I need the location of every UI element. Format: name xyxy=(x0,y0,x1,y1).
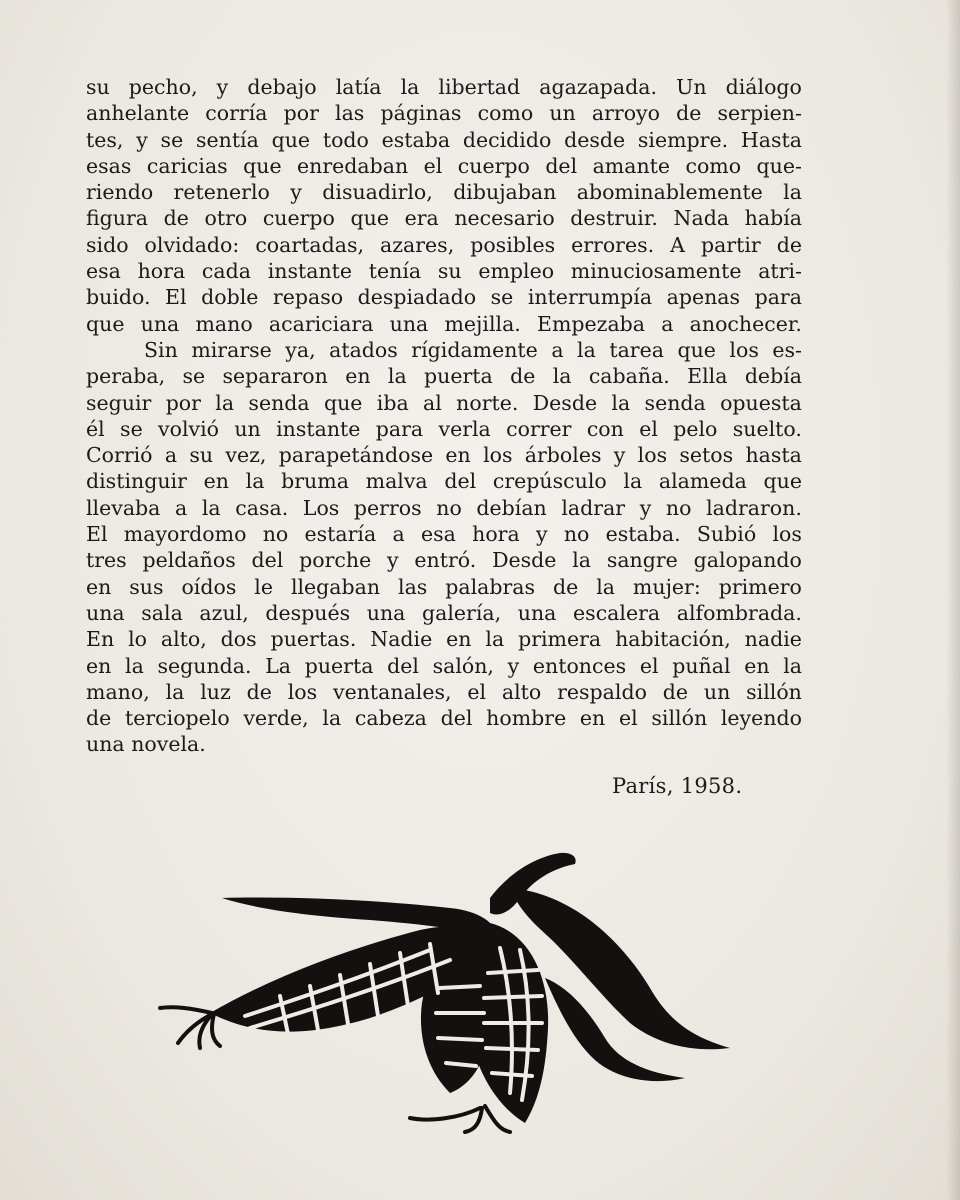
word: palabras xyxy=(445,574,536,599)
word: disuadirlo, xyxy=(322,180,433,205)
text-line xyxy=(86,442,802,468)
word: mejilla. xyxy=(444,311,521,336)
word: sangre xyxy=(606,548,678,573)
word: sentía xyxy=(195,127,259,152)
text-line xyxy=(86,127,802,153)
word: en xyxy=(579,706,606,731)
word: senda xyxy=(644,390,706,415)
word: la xyxy=(400,75,420,99)
word: su xyxy=(86,75,110,99)
text-line xyxy=(86,574,802,600)
word: verde, xyxy=(243,706,309,731)
word: tenía xyxy=(368,259,422,284)
word: norte. xyxy=(456,390,519,415)
word: que xyxy=(86,311,125,336)
word: Subió xyxy=(696,522,757,547)
word: destruir. xyxy=(570,206,658,231)
word: él xyxy=(86,416,105,441)
word: atados xyxy=(329,337,398,362)
word: las xyxy=(398,574,428,599)
word: Nada xyxy=(673,206,730,231)
text-line xyxy=(86,337,802,363)
text-line xyxy=(86,547,802,573)
word: habitación, xyxy=(615,627,731,652)
text-line xyxy=(86,731,802,757)
word: crepúsculo xyxy=(492,469,607,494)
word: es- xyxy=(772,337,802,362)
word: Los xyxy=(302,495,340,520)
word: no xyxy=(262,522,289,547)
word: de xyxy=(246,679,272,704)
text-line xyxy=(86,416,802,442)
word: de xyxy=(776,232,802,257)
word: otro xyxy=(204,206,248,231)
word: galería, xyxy=(422,600,502,625)
word: buido. xyxy=(86,285,151,310)
word: de xyxy=(163,206,189,231)
word: amante xyxy=(592,153,671,178)
word: esas xyxy=(86,153,132,178)
word: respaldo xyxy=(557,679,647,704)
word: el xyxy=(618,706,638,731)
text-line xyxy=(86,468,802,494)
word: escalera xyxy=(573,600,661,625)
word: mayordomo xyxy=(123,522,247,547)
word: iba xyxy=(376,390,409,415)
word: los xyxy=(287,679,318,704)
word: su xyxy=(437,259,462,284)
word: malva xyxy=(365,469,428,494)
word: porche xyxy=(299,548,372,573)
word: figura xyxy=(86,206,149,231)
word: la xyxy=(215,390,235,415)
word: como xyxy=(685,153,742,178)
word: que xyxy=(323,390,363,415)
word: cuerpo xyxy=(262,206,335,231)
word: y xyxy=(216,75,229,99)
word: opuesta xyxy=(720,390,802,415)
word: azul, xyxy=(199,600,249,625)
word: a xyxy=(175,495,188,520)
text-line xyxy=(86,600,802,626)
word: los xyxy=(483,443,513,468)
word: un xyxy=(234,416,261,441)
word: enredaban xyxy=(297,153,409,178)
word: una xyxy=(517,600,557,625)
text-line xyxy=(86,311,802,337)
word: nadie xyxy=(744,627,802,652)
word: del xyxy=(444,469,477,494)
word: y xyxy=(136,127,148,152)
word: y xyxy=(613,443,626,468)
word: hora xyxy=(137,259,186,284)
word: desde xyxy=(564,127,626,152)
word: y xyxy=(290,180,302,205)
word: novela. xyxy=(131,732,206,757)
word: una xyxy=(366,600,406,625)
word: atri- xyxy=(758,259,802,284)
word: de xyxy=(553,574,579,599)
word: olvidado: xyxy=(144,232,240,257)
word: segunda. xyxy=(157,653,252,678)
word: se xyxy=(160,127,184,152)
bottom-tassel xyxy=(410,1106,510,1132)
word: de xyxy=(510,364,536,389)
word: cuerpo xyxy=(457,153,530,178)
word: verla xyxy=(438,416,491,441)
word: pelo xyxy=(673,416,718,441)
word: en xyxy=(345,364,371,389)
word: bruma xyxy=(281,469,349,494)
word: ya, xyxy=(285,337,316,362)
page-edge-shadow xyxy=(946,0,960,1200)
word: doble xyxy=(201,285,259,310)
word: caricias xyxy=(146,153,228,178)
word: tes, xyxy=(86,127,124,152)
word: diálogo xyxy=(725,75,802,99)
word: para xyxy=(375,416,424,441)
word: Desde xyxy=(532,390,598,415)
word: serpien- xyxy=(717,101,802,126)
word: la xyxy=(165,679,185,704)
word: por xyxy=(165,390,201,415)
text-line xyxy=(86,232,802,258)
word: su xyxy=(189,443,214,468)
word: azares, xyxy=(380,232,455,257)
word: Empezaba xyxy=(537,311,646,336)
word: puerta xyxy=(424,364,493,389)
corn-cobs-icon xyxy=(150,838,750,1138)
word: se xyxy=(182,364,206,389)
word: anhelante xyxy=(86,101,190,126)
word: La xyxy=(265,653,292,678)
word: un xyxy=(703,679,731,704)
word: por xyxy=(283,101,319,126)
text-line xyxy=(86,363,802,389)
word: era xyxy=(404,206,439,231)
word: vez, xyxy=(225,443,267,468)
word: después xyxy=(265,600,351,625)
word: en xyxy=(86,574,112,599)
word: una xyxy=(86,600,125,625)
word: Ella xyxy=(687,364,728,389)
word: partir xyxy=(700,232,761,257)
word: interrumpía xyxy=(527,285,653,310)
word: que xyxy=(271,127,311,152)
word: acariciara xyxy=(268,311,374,336)
word: a xyxy=(164,443,178,468)
word: errores. xyxy=(571,232,655,257)
word: todo xyxy=(322,127,369,152)
word: una xyxy=(86,732,125,757)
word: la xyxy=(201,495,221,520)
word: en xyxy=(86,653,112,678)
word: separaron xyxy=(222,364,328,389)
word: la xyxy=(783,653,802,678)
word: que xyxy=(350,206,389,231)
word: en xyxy=(446,627,472,652)
word: repaso xyxy=(272,285,344,310)
word: con xyxy=(586,416,624,441)
word: mano, xyxy=(86,679,150,704)
word: una xyxy=(389,311,429,336)
word: A xyxy=(670,232,685,257)
word: seguir xyxy=(86,390,152,415)
word: casa. xyxy=(235,495,289,520)
word: sillón xyxy=(746,679,802,704)
word: galopando xyxy=(693,548,802,573)
word: llevaba xyxy=(86,495,161,520)
word: las xyxy=(335,101,365,126)
word: sus xyxy=(129,574,164,599)
word: un xyxy=(549,101,576,126)
word: empleo xyxy=(478,259,555,284)
word: la xyxy=(572,548,592,573)
word: puerta xyxy=(304,653,374,678)
word: hombre xyxy=(486,706,567,731)
word: mujer: xyxy=(632,574,701,599)
word: coartadas, xyxy=(255,232,364,257)
word: la xyxy=(485,627,505,652)
word: y xyxy=(507,653,520,678)
word: de xyxy=(662,679,689,704)
word: la xyxy=(125,653,144,678)
word: arroyo xyxy=(591,101,660,126)
word: instante xyxy=(276,416,361,441)
word: del xyxy=(545,153,578,178)
word: oídos xyxy=(181,574,237,599)
word: como xyxy=(477,101,534,126)
word: debía xyxy=(744,364,802,389)
text-line xyxy=(86,495,802,521)
word: peraba, xyxy=(86,364,166,389)
word: tarea xyxy=(609,337,664,362)
word: instante xyxy=(267,259,353,284)
word: a xyxy=(661,311,674,336)
word: distinguir xyxy=(86,469,187,494)
word: los xyxy=(637,443,668,468)
word: en xyxy=(203,469,229,494)
word: le xyxy=(254,574,273,599)
word: estaba. xyxy=(605,522,681,547)
word: estaría xyxy=(304,522,377,547)
word: que xyxy=(763,469,802,494)
word: puñal xyxy=(672,653,731,678)
word: setos xyxy=(679,443,734,468)
word: se xyxy=(490,285,514,310)
word: había xyxy=(744,206,802,231)
word: de xyxy=(86,706,112,731)
word: los xyxy=(772,522,802,547)
word: estaba xyxy=(381,127,451,152)
word: dos xyxy=(220,627,257,652)
word: y xyxy=(387,548,399,573)
word: ladraron. xyxy=(706,495,802,520)
word: sillón xyxy=(651,706,708,731)
word: mirarse xyxy=(191,337,272,362)
word: la xyxy=(552,364,572,389)
word: no xyxy=(436,495,462,520)
word: apenas xyxy=(666,285,741,310)
word: en xyxy=(744,653,770,678)
text-line xyxy=(86,679,802,705)
text-line xyxy=(86,74,802,100)
word: leyendo xyxy=(720,706,802,731)
word: entró. xyxy=(414,548,477,573)
word: dibujaban xyxy=(453,180,557,205)
word: posibles xyxy=(470,232,556,257)
word: y xyxy=(535,522,548,547)
word: lo xyxy=(128,627,147,652)
word: Corrió xyxy=(86,443,153,468)
word: Sin xyxy=(144,337,178,362)
left-tassel xyxy=(160,1007,220,1048)
text-line xyxy=(86,284,802,310)
word: Hasta xyxy=(740,127,802,152)
word: peldaños xyxy=(142,548,236,573)
word: riendo xyxy=(86,180,154,205)
text-line xyxy=(86,521,802,547)
word: a xyxy=(551,337,564,362)
word: esa xyxy=(420,522,456,547)
word: a xyxy=(392,522,405,547)
word: que xyxy=(243,153,282,178)
word: la xyxy=(577,337,596,362)
word: el xyxy=(639,416,658,441)
word: Desde xyxy=(492,548,557,573)
text-line xyxy=(86,205,802,231)
word: que- xyxy=(756,153,802,178)
word: tres xyxy=(86,548,127,573)
word: minuciosamente xyxy=(570,259,742,284)
text-line xyxy=(86,100,802,126)
word: libertad xyxy=(438,75,521,99)
word: alto, xyxy=(160,627,207,652)
word: entonces xyxy=(532,653,627,678)
word: en xyxy=(445,443,471,468)
word: del xyxy=(387,653,419,678)
word: El xyxy=(86,522,108,547)
word: En xyxy=(86,627,115,652)
place-date-signature: París, 1958. xyxy=(612,774,743,798)
word: que xyxy=(677,337,716,362)
word: corría xyxy=(205,101,268,126)
text-line xyxy=(86,179,802,205)
word: debajo xyxy=(247,75,317,99)
word: sala xyxy=(141,600,183,625)
word: primero xyxy=(718,574,802,599)
word: volvió xyxy=(158,416,220,441)
word: la xyxy=(611,390,631,415)
word: puertas. xyxy=(270,627,357,652)
word: el xyxy=(467,679,487,704)
text-line xyxy=(86,653,802,679)
word: perros xyxy=(353,495,422,520)
word: alameda xyxy=(658,469,747,494)
word: despiadado xyxy=(357,285,477,310)
word: no xyxy=(563,522,590,547)
word: la xyxy=(245,469,265,494)
word: siempre. xyxy=(637,127,729,152)
word: agazapada. xyxy=(539,75,658,99)
word: el xyxy=(423,153,443,178)
word: el xyxy=(639,653,659,678)
word: la xyxy=(322,706,342,731)
word: sido xyxy=(86,232,129,257)
word: la xyxy=(783,180,802,205)
word: del xyxy=(440,706,473,731)
word: suelto. xyxy=(732,416,802,441)
word: retenerlo xyxy=(173,180,270,205)
word: hasta xyxy=(745,443,802,468)
word: luz xyxy=(200,679,231,704)
word: ventanales, xyxy=(332,679,452,704)
word: y xyxy=(639,495,652,520)
word: latía xyxy=(335,75,382,99)
word: pecho, xyxy=(128,75,198,99)
word: alto xyxy=(501,679,542,704)
word: decidido xyxy=(462,127,552,152)
word: abominablemente xyxy=(576,180,763,205)
word: El xyxy=(165,285,187,310)
text-line xyxy=(86,626,802,652)
word: rígidamente xyxy=(411,337,538,362)
word: árboles xyxy=(524,443,602,468)
word: se xyxy=(120,416,143,441)
word: no xyxy=(665,495,692,520)
word: la xyxy=(596,574,615,599)
word: parapetándose xyxy=(278,443,434,468)
word: salón, xyxy=(432,653,494,678)
word: esa xyxy=(86,259,121,284)
word: senda xyxy=(248,390,310,415)
word: la xyxy=(387,364,407,389)
story-text xyxy=(86,74,802,758)
word: terciopelo xyxy=(124,706,230,731)
word: Nadie xyxy=(370,627,433,652)
word: alfombrada. xyxy=(676,600,802,625)
word: cada xyxy=(201,259,251,284)
word: necesario xyxy=(454,206,555,231)
text-line xyxy=(86,258,802,284)
word: Un xyxy=(676,75,707,99)
word: la xyxy=(623,469,643,494)
word: de xyxy=(676,101,702,126)
word: cabaña. xyxy=(588,364,670,389)
word: debían xyxy=(476,495,547,520)
word: anochecer. xyxy=(689,311,802,336)
word: cabeza xyxy=(354,706,427,731)
word: correr xyxy=(506,416,572,441)
text-line xyxy=(86,390,802,416)
word: ladrar xyxy=(561,495,626,520)
text-line xyxy=(86,153,802,179)
word: páginas xyxy=(380,101,462,126)
word: para xyxy=(754,285,802,310)
text-line xyxy=(86,705,802,731)
word: hora xyxy=(472,522,520,547)
word: al xyxy=(423,390,442,415)
word: mano xyxy=(195,311,253,336)
word: los xyxy=(729,337,759,362)
word: una xyxy=(140,311,180,336)
word: del xyxy=(251,548,284,573)
word: primera xyxy=(518,627,602,652)
word: llegaban xyxy=(290,574,381,599)
